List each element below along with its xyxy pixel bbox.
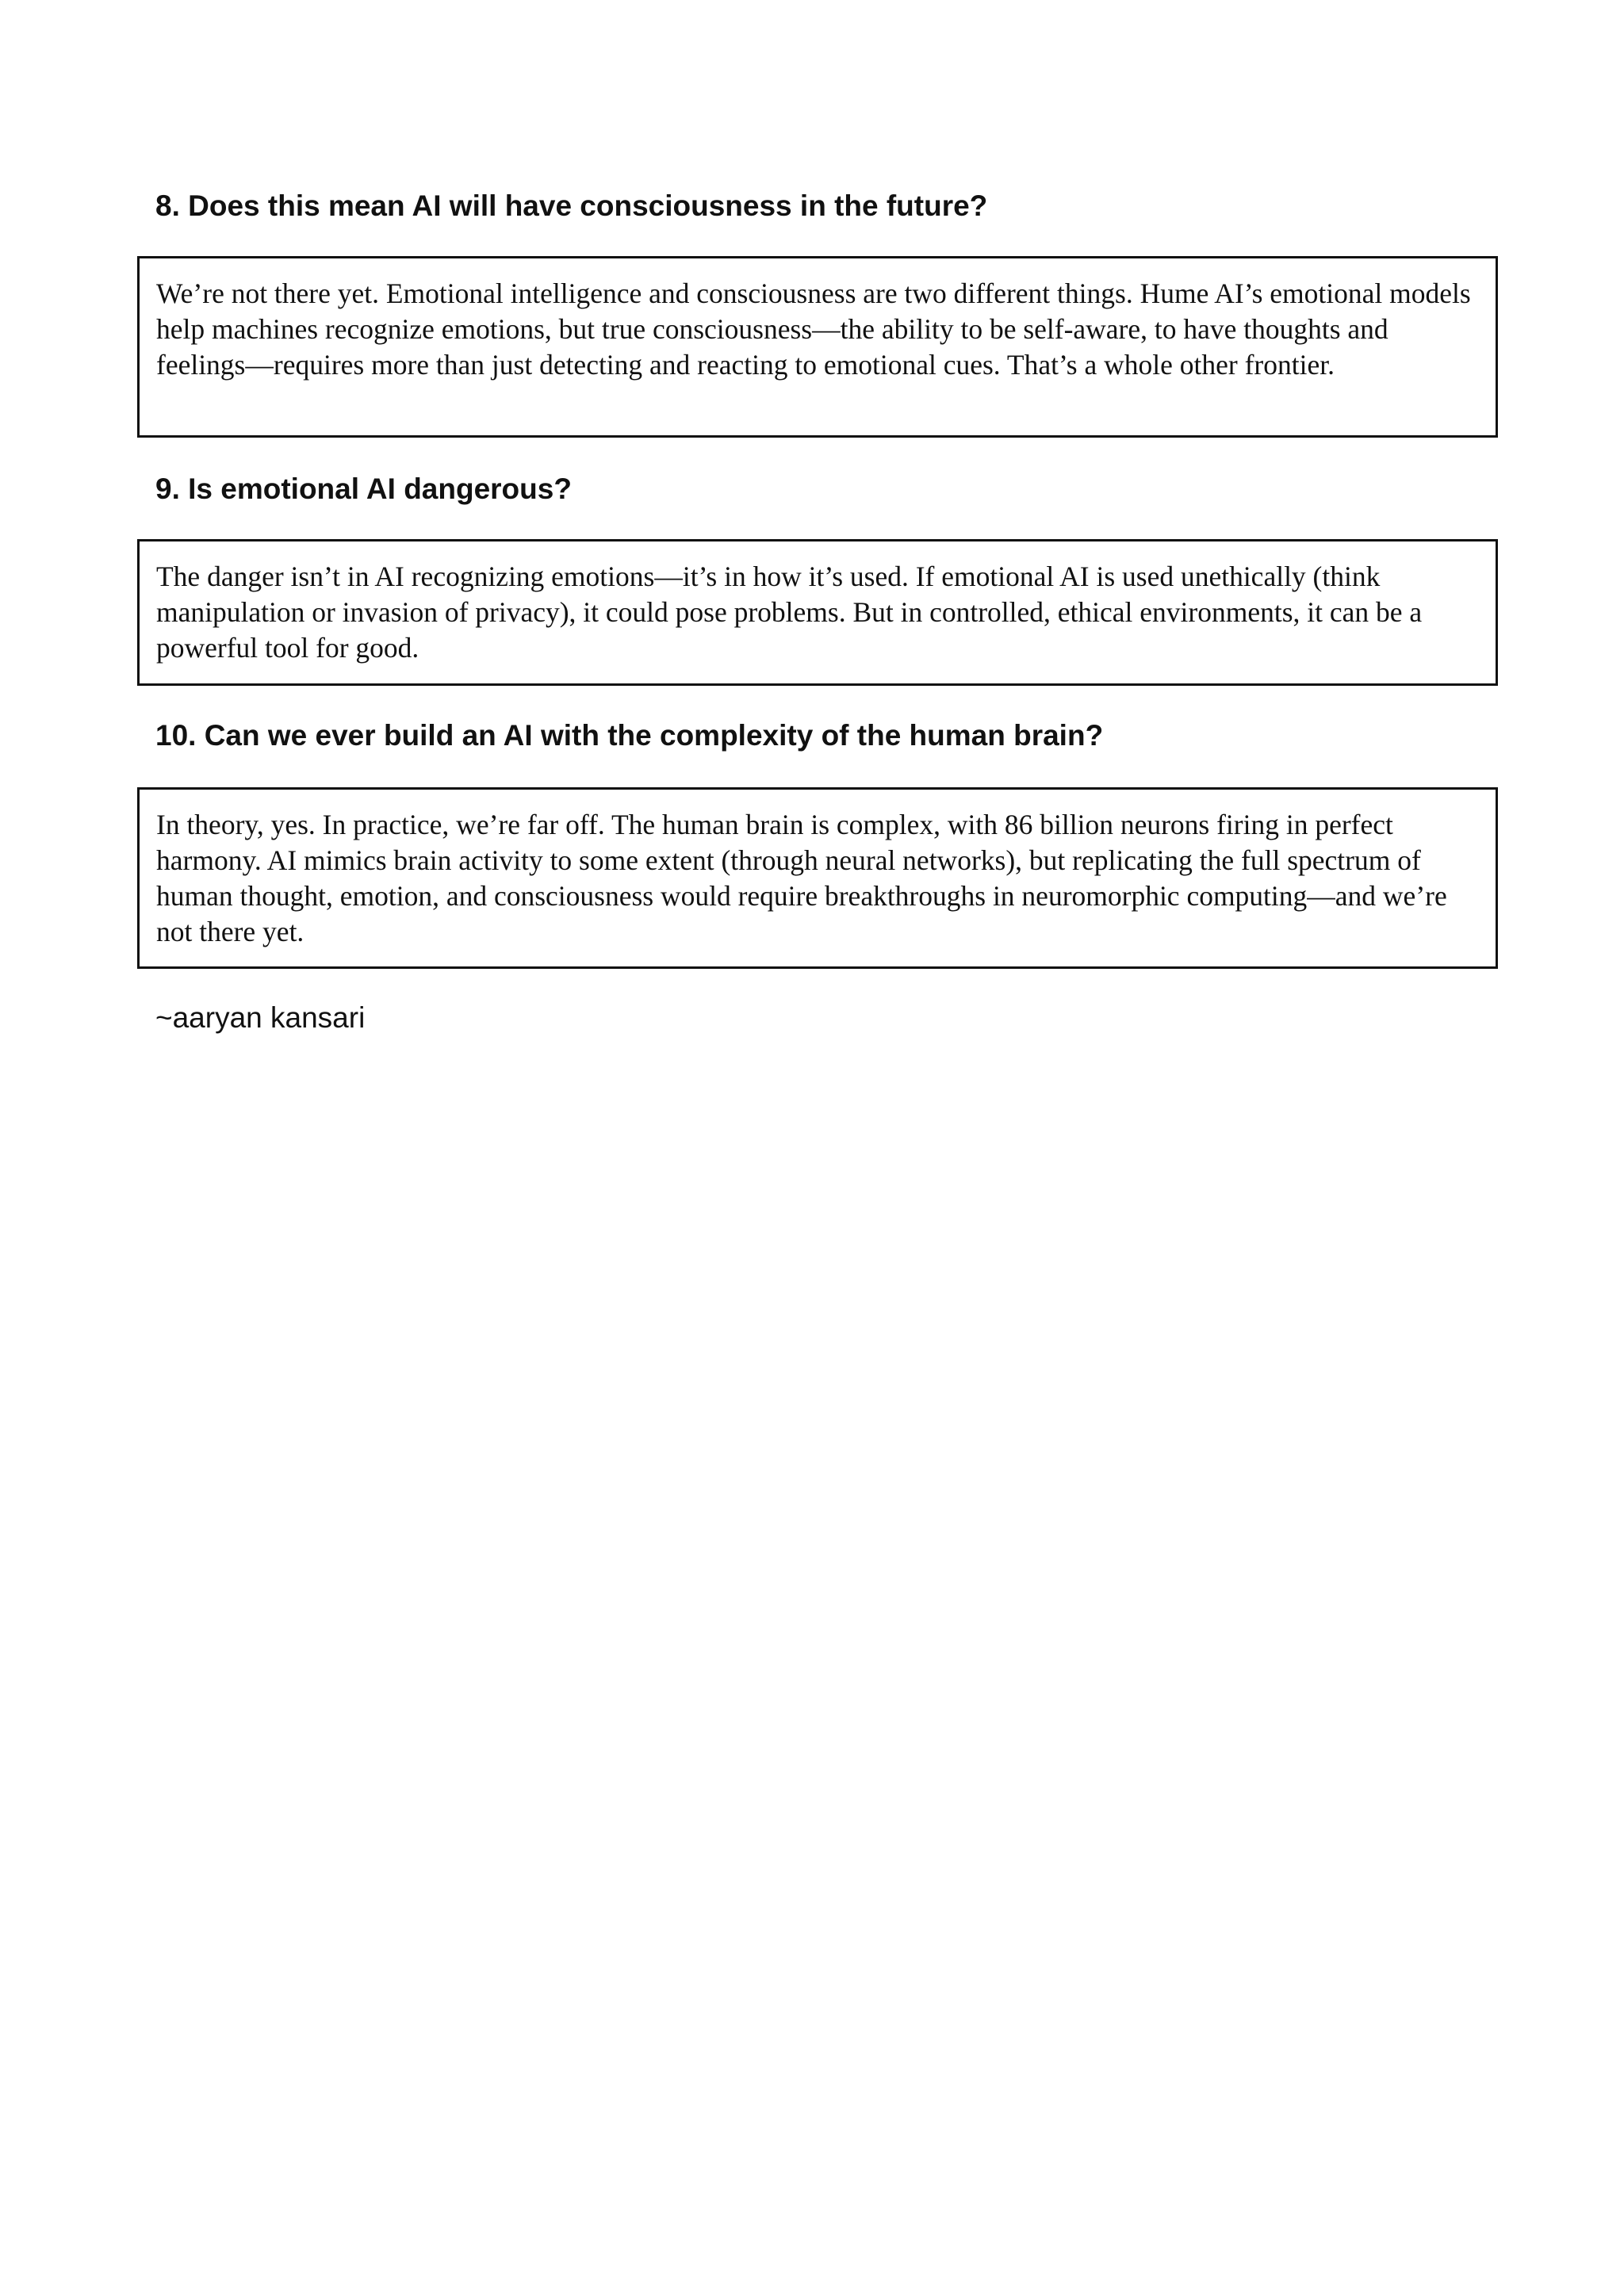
answer-9-box [137,539,1498,686]
question-8-heading: 8. Does this mean AI will have consciousness in the future? [155,189,988,222]
answer-8-text: We’re not there yet. Emotional intelligence and consciousness are two different things. Hume AI’s emotional models help machines recognize emotions, but true consciousness—the ability to be self-aware, to have thoughts and feelings—requires more than just detecting and reacting to emotional cues. That’s a whole other frontier. [156,277,1471,381]
answer-10-box [137,787,1498,969]
question-10-heading: 10. Can we ever build an AI with the complexity of the human brain? [155,719,1104,752]
question-9-heading: 9. Is emotional AI dangerous? [155,473,572,505]
author-signature: ~aaryan kansari [155,1001,366,1034]
answer-9-text: The danger isn’t in AI recognizing emotions—it’s in how it’s used. If emotional AI is used unethically (think manipulation or invasion of privacy), it could pose problems. But in controlled, ethical environments, it can be a powerful tool for good. [156,561,1423,664]
answer-8-box [137,256,1498,438]
answer-10-text: In theory, yes. In practice, we’re far off. The human brain is complex, with 86 billion neurons firing in perfect harmony. AI mimics brain activity to some extent (through neural networks), but replicating the full spectrum of human thought, emotion, and consciousness would require breakthroughs in neuromorphic computing—and we’re not there yet. [156,809,1447,947]
